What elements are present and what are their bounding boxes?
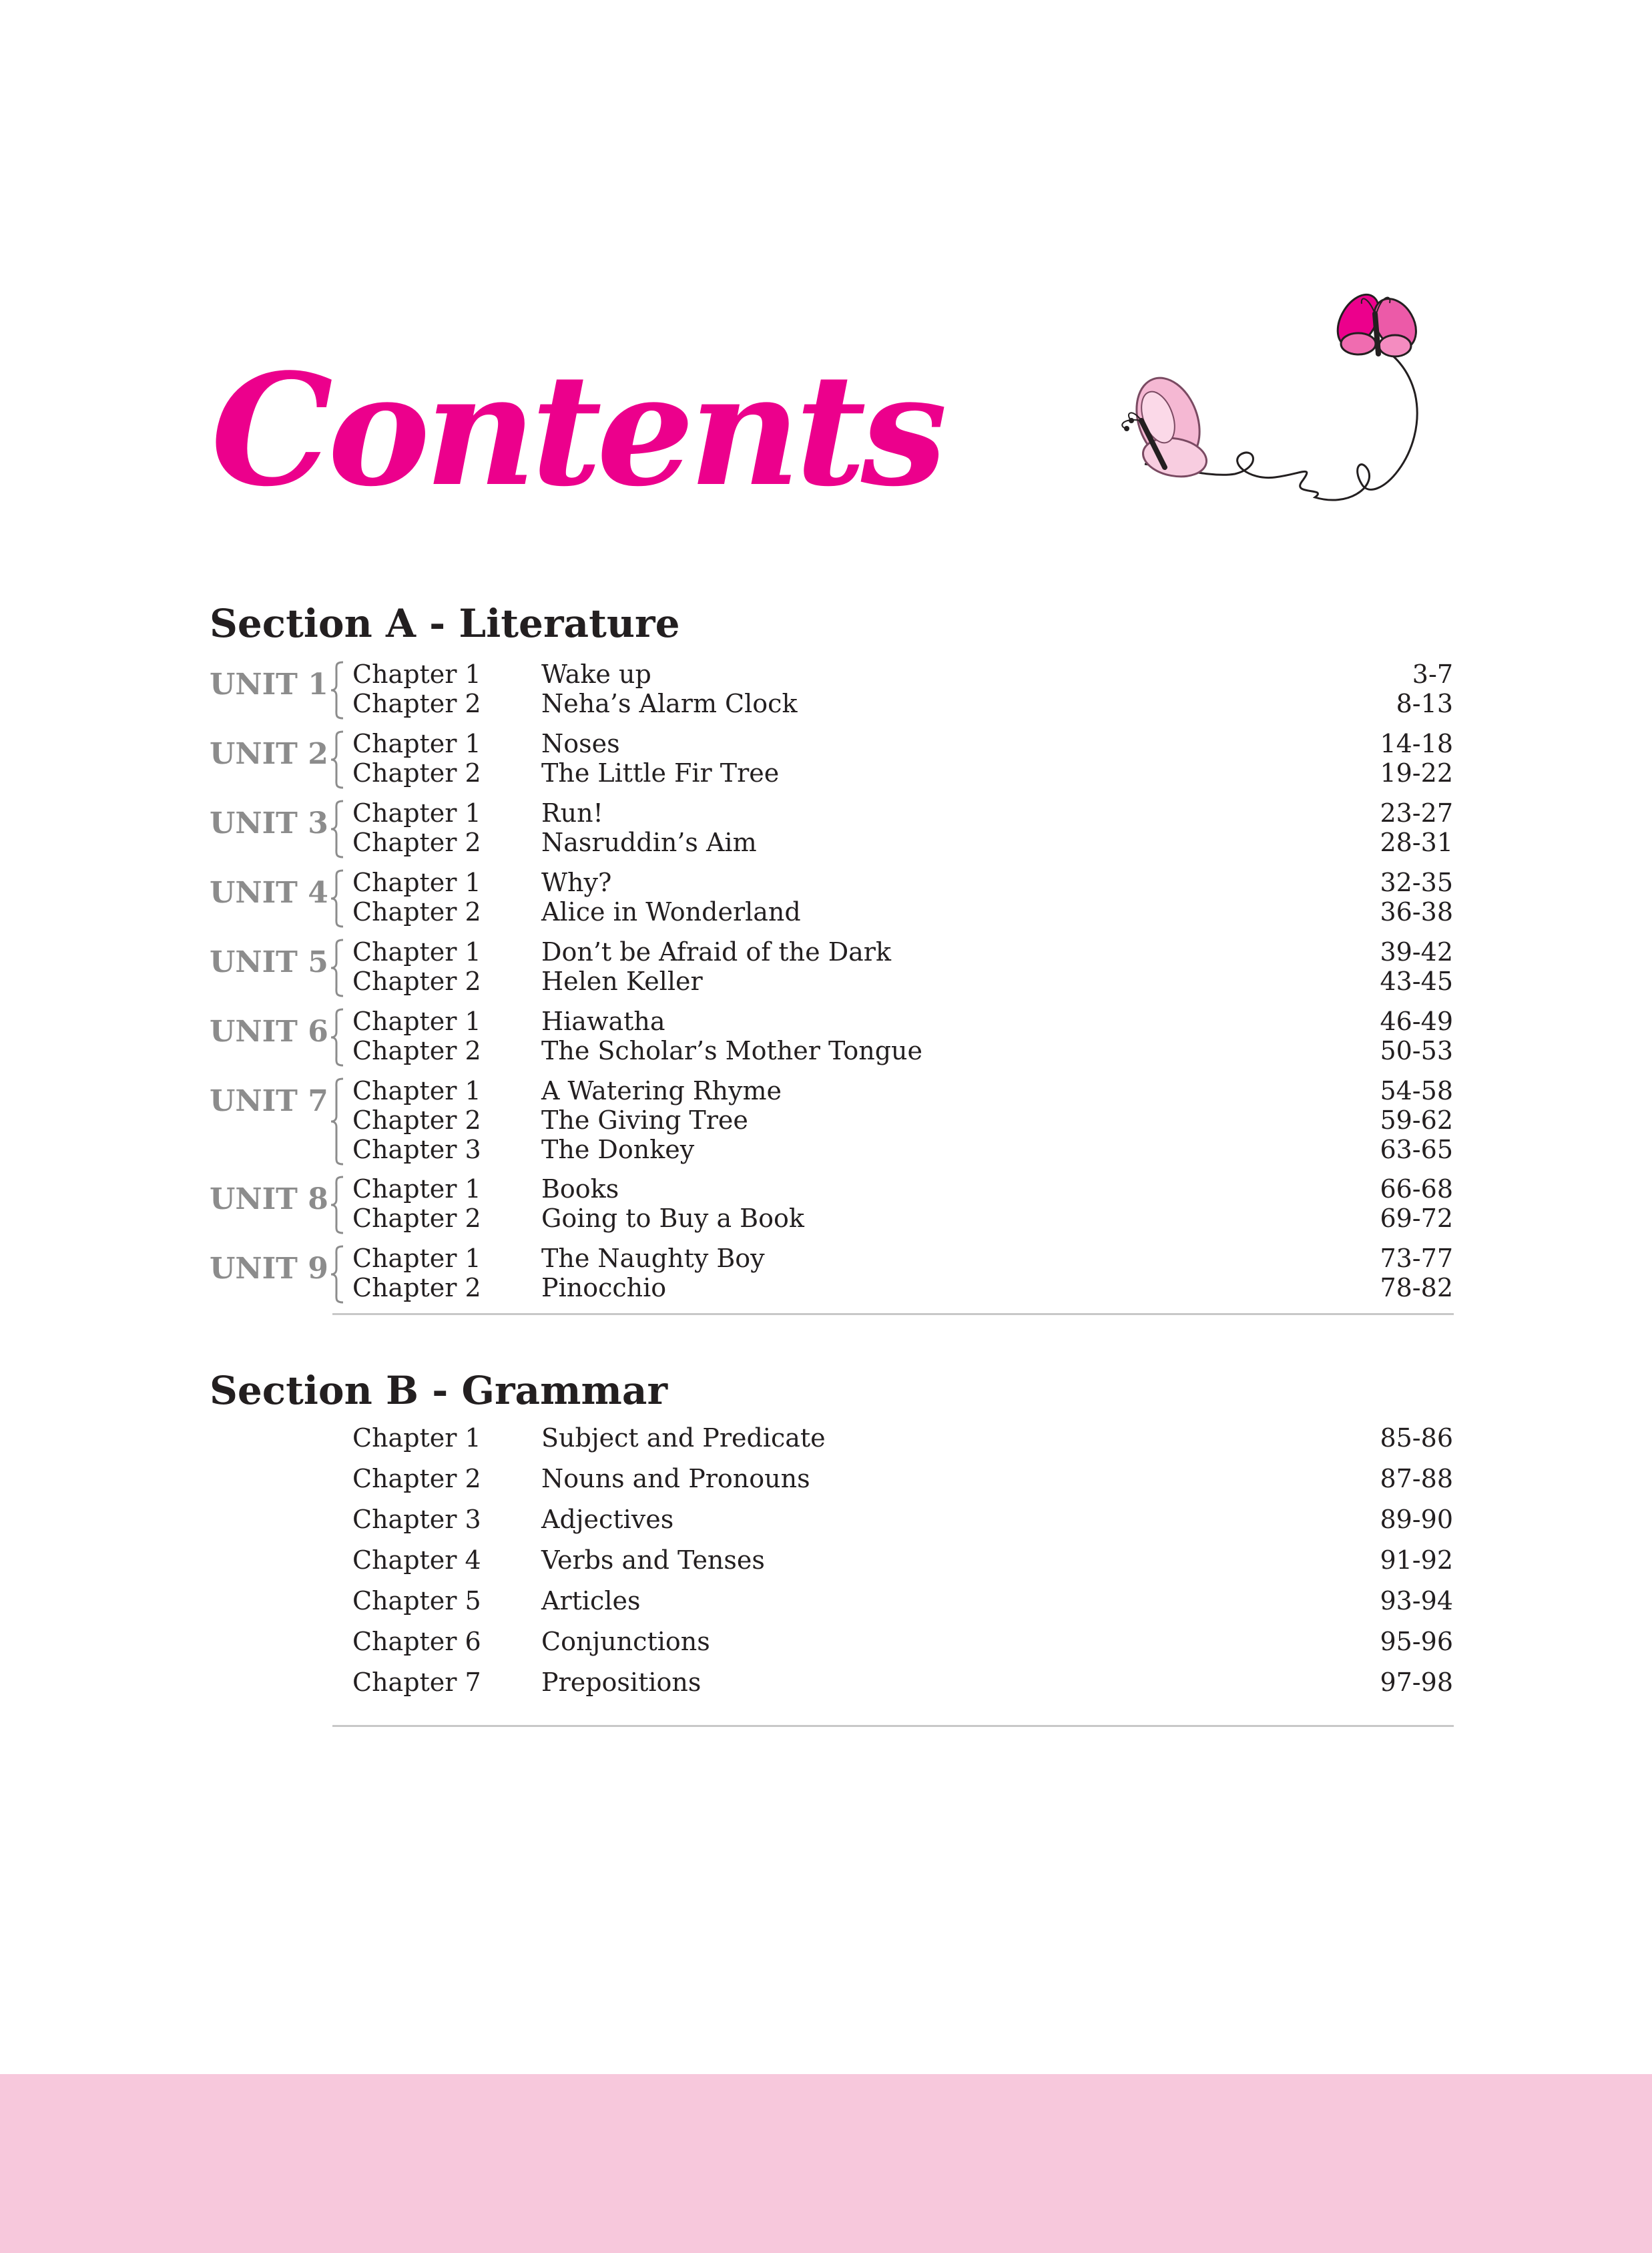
chapter-label: Chapter 1 (352, 660, 481, 689)
page-range: 32-35 (1380, 868, 1453, 897)
chapter-label: Chapter 2 (352, 897, 481, 927)
page-range: 43-45 (1380, 967, 1453, 996)
chapter-label: Chapter 2 (352, 1273, 481, 1302)
page-range: 59-62 (1380, 1105, 1453, 1135)
chapter-title: Don’t be Afraid of the Dark (541, 937, 892, 967)
chapter-title: Prepositions (541, 1668, 702, 1697)
chapter-label: Chapter 2 (352, 758, 481, 788)
chapter-title: Helen Keller (541, 967, 703, 996)
chapter-title: Run! (541, 798, 603, 828)
toc-row[interactable] (0, 967, 1652, 996)
chapter-label: Chapter 2 (352, 967, 481, 996)
chapter-title: Nasruddin’s Aim (541, 828, 757, 857)
chapter-title: Why? (541, 868, 612, 897)
toc-row[interactable] (0, 729, 1652, 758)
page-range: 87-88 (1380, 1464, 1453, 1493)
chapter-title: The Donkey (541, 1135, 695, 1164)
unit-label: UNIT 3 (210, 806, 328, 840)
chapter-label: Chapter 1 (352, 868, 481, 897)
chapter-label: Chapter 2 (352, 1036, 481, 1065)
page-range: 78-82 (1380, 1273, 1453, 1302)
unit-label: UNIT 9 (210, 1252, 328, 1286)
chapter-label: Chapter 2 (352, 1464, 481, 1493)
page-range: 95-96 (1380, 1627, 1453, 1656)
toc-row[interactable] (0, 828, 1652, 857)
chapter-title: Neha’s Alarm Clock (541, 689, 798, 718)
unit-label: UNIT 7 (210, 1084, 328, 1118)
toc-row[interactable] (0, 1036, 1652, 1065)
butterfly-right-icon (1329, 288, 1424, 356)
unit-label: UNIT 6 (210, 1015, 328, 1049)
chapter-title: A Watering Rhyme (541, 1076, 782, 1105)
page-range: 46-49 (1380, 1007, 1453, 1036)
unit-label: UNIT 2 (210, 737, 328, 771)
chapter-title: Wake up (541, 660, 651, 689)
chapter-label: Chapter 2 (352, 689, 481, 718)
page-range: 36-38 (1380, 897, 1453, 927)
toc-row[interactable] (0, 1586, 1652, 1615)
chapter-title: Books (541, 1174, 619, 1204)
toc-row[interactable] (0, 1076, 1652, 1105)
toc-row[interactable] (0, 1007, 1652, 1036)
page-range: 23-27 (1380, 798, 1453, 828)
chapter-label: Chapter 1 (352, 729, 481, 758)
chapter-label: Chapter 1 (352, 1174, 481, 1204)
toc-row[interactable] (0, 660, 1652, 689)
chapter-title: Conjunctions (541, 1627, 710, 1656)
chapter-label: Chapter 6 (352, 1627, 481, 1656)
unit-label: UNIT 4 (210, 876, 328, 910)
page-range: 54-58 (1380, 1076, 1453, 1105)
chapter-title: Hiawatha (541, 1007, 665, 1036)
chapter-label: Chapter 1 (352, 1076, 481, 1105)
section-a-heading: Section A - Literature (210, 601, 680, 646)
chapter-label: Chapter 2 (352, 1204, 481, 1233)
toc-row[interactable] (0, 1204, 1652, 1233)
toc-row[interactable] (0, 1135, 1652, 1164)
toc-row[interactable] (0, 689, 1652, 718)
chapter-label: Chapter 5 (352, 1586, 481, 1615)
butterflies-illustration (1095, 287, 1442, 527)
toc-row[interactable] (0, 1505, 1652, 1534)
unit-label: UNIT 8 (210, 1182, 328, 1216)
toc-row[interactable] (0, 1273, 1652, 1302)
footer-band (0, 2074, 1652, 2253)
toc-row[interactable] (0, 897, 1652, 927)
chapter-label: Chapter 2 (352, 1105, 481, 1135)
page-range: 50-53 (1380, 1036, 1453, 1065)
chapter-title: Alice in Wonderland (541, 897, 801, 927)
page-range: 91-92 (1380, 1545, 1453, 1575)
page-title: Contents (211, 340, 942, 521)
toc-row[interactable] (0, 1423, 1652, 1453)
toc-row[interactable] (0, 1668, 1652, 1697)
toc-row[interactable] (0, 798, 1652, 828)
unit-label: UNIT 1 (210, 668, 328, 702)
chapter-label: Chapter 1 (352, 798, 481, 828)
chapter-title: The Little Fir Tree (541, 758, 780, 788)
toc-row[interactable] (0, 1545, 1652, 1575)
chapter-label: Chapter 1 (352, 1423, 481, 1453)
toc-row[interactable] (0, 937, 1652, 967)
chapter-title: Articles (541, 1586, 641, 1615)
page-range: 63-65 (1380, 1135, 1453, 1164)
chapter-title: Subject and Predicate (541, 1423, 826, 1453)
chapter-label: Chapter 1 (352, 1244, 481, 1273)
page-range: 19-22 (1380, 758, 1453, 788)
page-range: 39-42 (1380, 937, 1453, 967)
chapter-title: The Giving Tree (541, 1105, 748, 1135)
page-range: 97-98 (1380, 1668, 1453, 1697)
page-range: 66-68 (1380, 1174, 1453, 1204)
chapter-label: Chapter 7 (352, 1668, 481, 1697)
chapter-title: Verbs and Tenses (541, 1545, 765, 1575)
chapter-title: Noses (541, 729, 620, 758)
page-range: 8-13 (1396, 689, 1453, 718)
chapter-title: Adjectives (541, 1505, 674, 1534)
chapter-title: The Naughty Boy (541, 1244, 765, 1273)
chapter-label: Chapter 3 (352, 1135, 481, 1164)
page-range: 3-7 (1412, 660, 1453, 689)
chapter-label: Chapter 1 (352, 937, 481, 967)
chapter-label: Chapter 3 (352, 1505, 481, 1534)
page-range: 28-31 (1380, 828, 1453, 857)
toc-row[interactable] (0, 758, 1652, 788)
page-range: 93-94 (1380, 1586, 1453, 1615)
section-b-heading: Section B - Grammar (210, 1368, 668, 1413)
toc-row[interactable] (0, 1244, 1652, 1273)
chapter-label: Chapter 1 (352, 1007, 481, 1036)
section-a-divider (332, 1313, 1454, 1315)
toc-row[interactable] (0, 1174, 1652, 1204)
chapter-title: Nouns and Pronouns (541, 1464, 810, 1493)
chapter-label: Chapter 4 (352, 1545, 481, 1575)
chapter-title: Pinocchio (541, 1273, 667, 1302)
section-b-divider (332, 1725, 1454, 1727)
toc-row[interactable] (0, 1464, 1652, 1493)
toc-row[interactable] (0, 1627, 1652, 1656)
chapter-title: Going to Buy a Book (541, 1204, 804, 1233)
chapter-title: The Scholar’s Mother Tongue (541, 1036, 922, 1065)
toc-row[interactable] (0, 1105, 1652, 1135)
page-range: 85-86 (1380, 1423, 1453, 1453)
chapter-label: Chapter 2 (352, 828, 481, 857)
toc-row[interactable] (0, 868, 1652, 897)
page-range: 69-72 (1380, 1204, 1453, 1233)
page-range: 14-18 (1380, 729, 1453, 758)
page-range: 89-90 (1380, 1505, 1453, 1534)
butterfly-left-icon (1122, 369, 1211, 481)
unit-label: UNIT 5 (210, 945, 328, 979)
page-range: 73-77 (1380, 1244, 1453, 1273)
